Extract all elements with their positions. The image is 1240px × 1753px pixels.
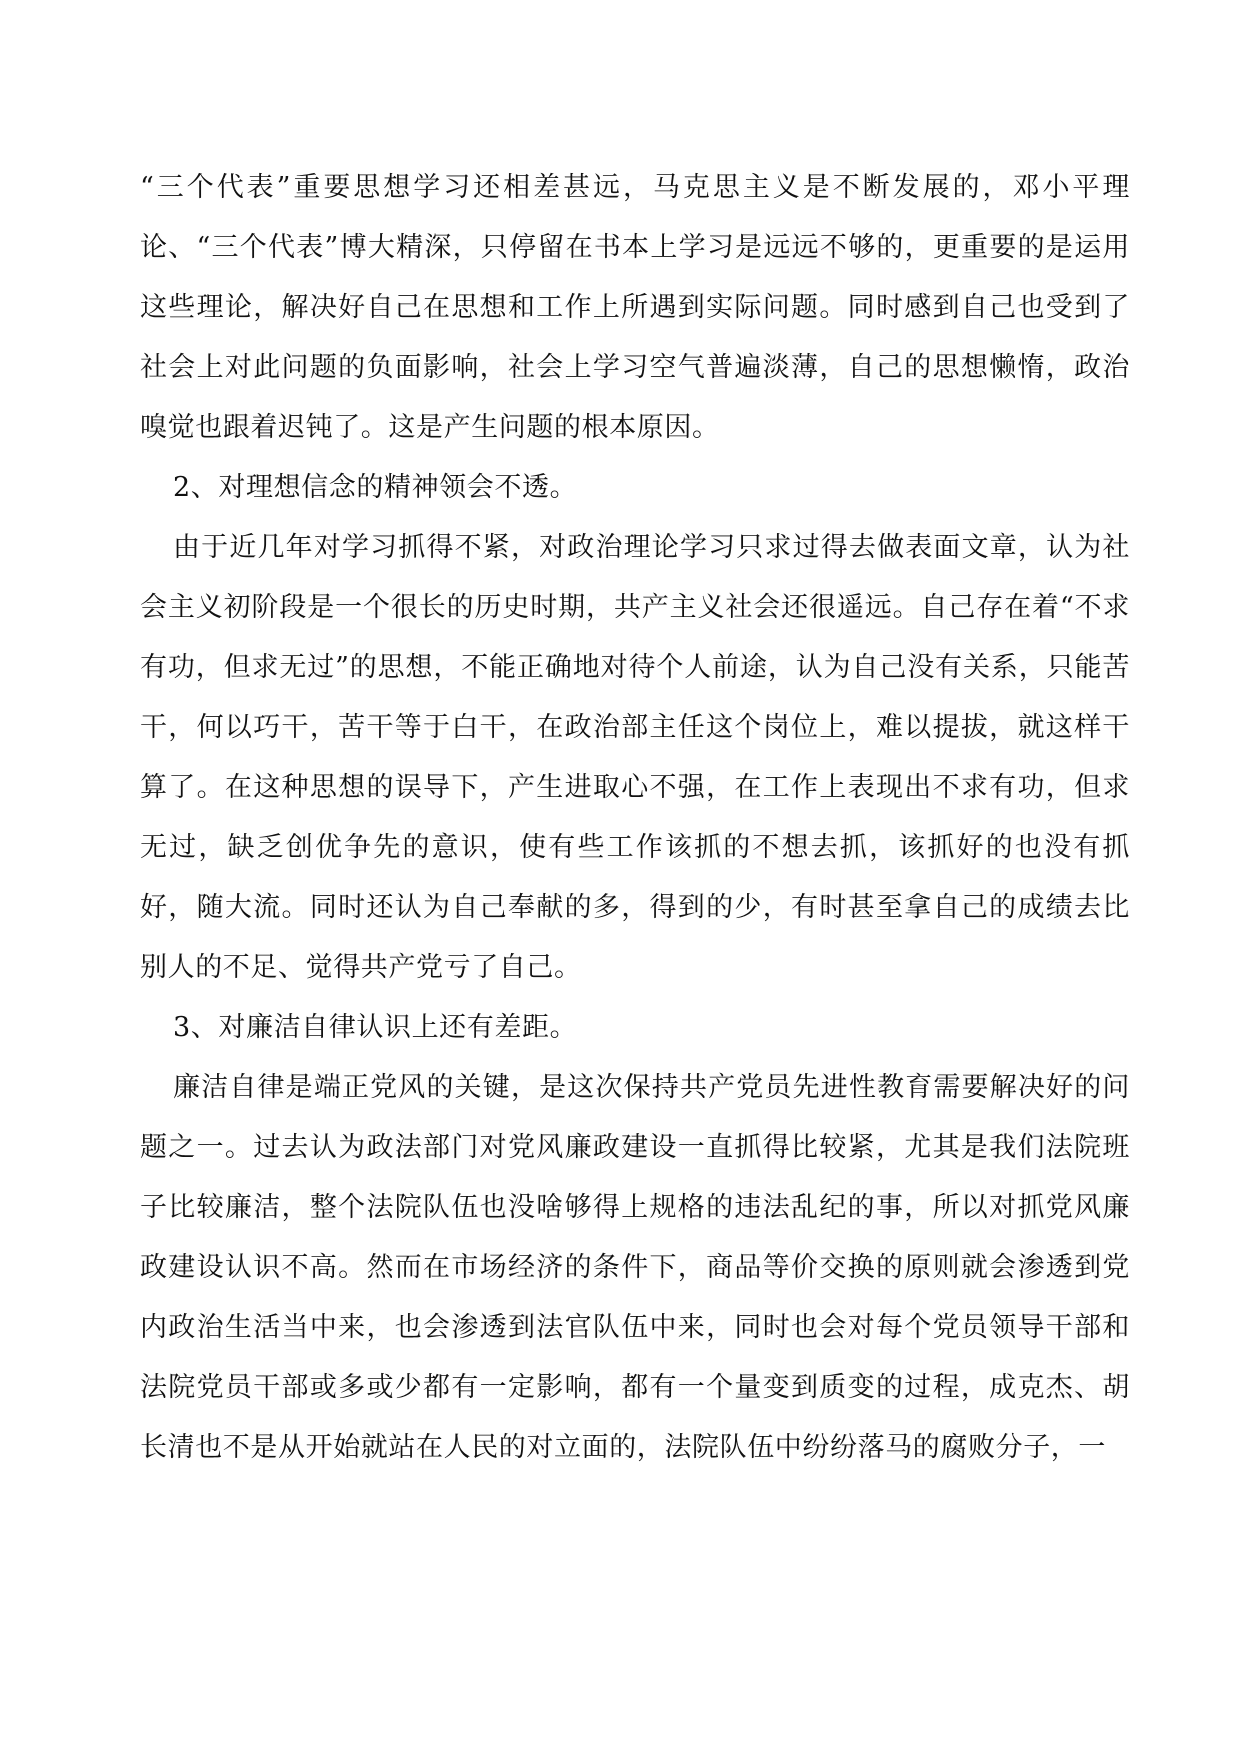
- section-heading-3: 3、对廉洁自律认识上还有差距。: [173, 1012, 578, 1043]
- paragraph-integrity: 廉洁自律是端正党风的关键，是这次保持共产党员先进性教育需要解决好的问题之一。过去认为政法部门对党风廉政建设一直抓得比较紧，尤其是我们法院班子比较廉洁，整个法院队伍也没啥够得上规格的违法乱纪的事，所以对抓党风廉政建设认识不高。然而在市场经济的条件下，商品等价交换的原则就会渗透到党内政治生活当中来，也会渗透到法官队伍中来，同时也会对每个党员领导干部和法院党员干部或多或少都有一定影响，都有一个量变到质变的过程，成克杰、胡长清也不是从开始就站在人民的对立面的，法院队伍中纷纷落马的腐败分子，一: [140, 1072, 1130, 1463]
- section-heading-2: 2、对理想信念的精神领会不透。: [173, 472, 578, 503]
- paragraph-ideals: 由于近几年对学习抓得不紧，对政治理论学习只求过得去做表面文章，认为社会主义初阶段是一个很长的历史时期，共产主义社会还很遥远。自己存在着“不求有功，但求无过”的思想，不能正确地对待个人前途，认为自己没有关系，只能苦干，何以巧干，苦干等于白干，在政治部主任这个岗位上，难以提拔，就这样干算了。在这种思想的误导下，产生进取心不强，在工作上表现出不求有功，但求无过，缺乏创优争先的意识，使有些工作该抓的不想去抓，该抓好的也没有抓好，随大流。同时还认为自己奉献的多，得到的少，有时甚至拿自己的成绩去比别人的不足、觉得共产党亏了自己。: [140, 532, 1130, 983]
- paragraph-continuation: “三个代表”重要思想学习还相差甚远，马克思主义是不断发展的，邓小平理论、“三个代表”博大精深，只停留在书本上学习是远远不够的，更重要的是运用这些理论，解决好自己在思想和工作上所遇到实际问题。同时感到自己也受到了社会上对此问题的负面影响，社会上学习空气普遍淡薄，自己的思想懒惰，政治嗅觉也跟着迟钝了。这是产生问题的根本原因。: [140, 172, 1130, 443]
- document-body: [140, 158, 1130, 1478]
